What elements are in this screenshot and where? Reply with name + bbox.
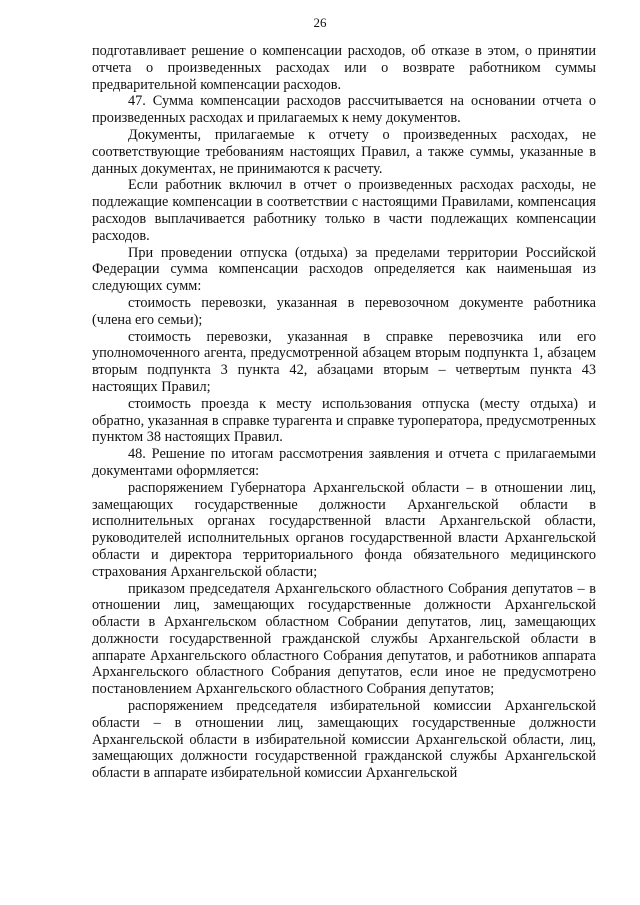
paragraph-documents: Документы, прилагаемые к отчету о произведенных расходах, не соответствующие требованиям настоящих Правил, а также суммы, указанные в данных документах, не принимаются к расчету. — [92, 126, 596, 177]
paragraph-assembly-order: приказом председателя Архангельского областного Собрания депутатов – в отношении лиц, замещающих государственные должности Архангельской области в Архангельском областном Собрании депутатов, лиц, замещающих должности государственной гражданской службы Архангельской области в аппарате Архангельского областного Собрания депутатов, и работников аппарата Архангельского областного Собрания депутатов, если иное не предусмотрено постановлением Архангельского областного Собрания депутатов; — [92, 580, 596, 698]
paragraph-item-47: 47. Сумма компенсации расходов рассчитывается на основании отчета о произведенных расходах и прилагаемых к нему документов. — [92, 93, 596, 127]
paragraph-item-48: 48. Решение по итогам рассмотрения заявления и отчета с прилагаемыми документами оформляется: — [92, 446, 596, 479]
paragraph-governor-order: распоряжением Губернатора Архангельской области – в отношении лиц, замещающих государственные должности Архангельской области в исполнительных органах государственной власти Архангельской области, руководителей исполнительных органов государственной власти Архангельской области и директора территориального фонда обязательного медицинского страхования Архангельской области; — [92, 479, 596, 580]
paragraph-carrier-certificate: стоимость перевозки, указанная в справке перевозчика или его уполномоченного агента, предусмотренной абзацем вторым подпункта 1, абзацем вторым подпункта 3 пункта 42, абзацами вторым – четвертым пункта 43 настоящих Правил; — [92, 328, 596, 395]
page-number: 26 — [313, 15, 327, 30]
paragraph-travel-agent-certificate: стоимость проезда к месту использования отпуска (месту отдыха) и обратно, указанная в справке турагента и справке туроператора, предусмотренных пунктом 38 настоящих Правил. — [92, 395, 596, 446]
paragraph-excluded-expenses: Если работник включил в отчет о произведенных расходах расходы, не подлежащие компенсации в соответствии с настоящими Правилами, компенсация расходов выплачивается работнику только в части подлежащих компенсации расходов. — [92, 177, 596, 244]
paragraph-election-commission-order: распоряжением председателя избирательной комиссии Архангельской области – в отношении лиц, замещающих государственные должности Архангельской области в избирательной комиссии Архангельской области, лиц, замещающих должности государственной гражданской службы Архангельской области в аппарате избирательной комиссии Архангельской — [92, 698, 596, 782]
paragraph-abroad-vacation: При проведении отпуска (отдыха) за пределами территории Российской Федерации сумма компенсации расходов определяется как наименьшая из следующих сумм: — [92, 244, 596, 295]
paragraph-transport-document: стоимость перевозки, указанная в перевозочном документе работника (члена его семьи); — [92, 294, 596, 328]
document-body — [92, 43, 596, 782]
paragraph-continuation: подготавливает решение о компенсации расходов, об отказе в этом, о принятии отчета о произведенных расходах или о возврате работником суммы предварительной компенсации расходов. — [92, 43, 596, 93]
